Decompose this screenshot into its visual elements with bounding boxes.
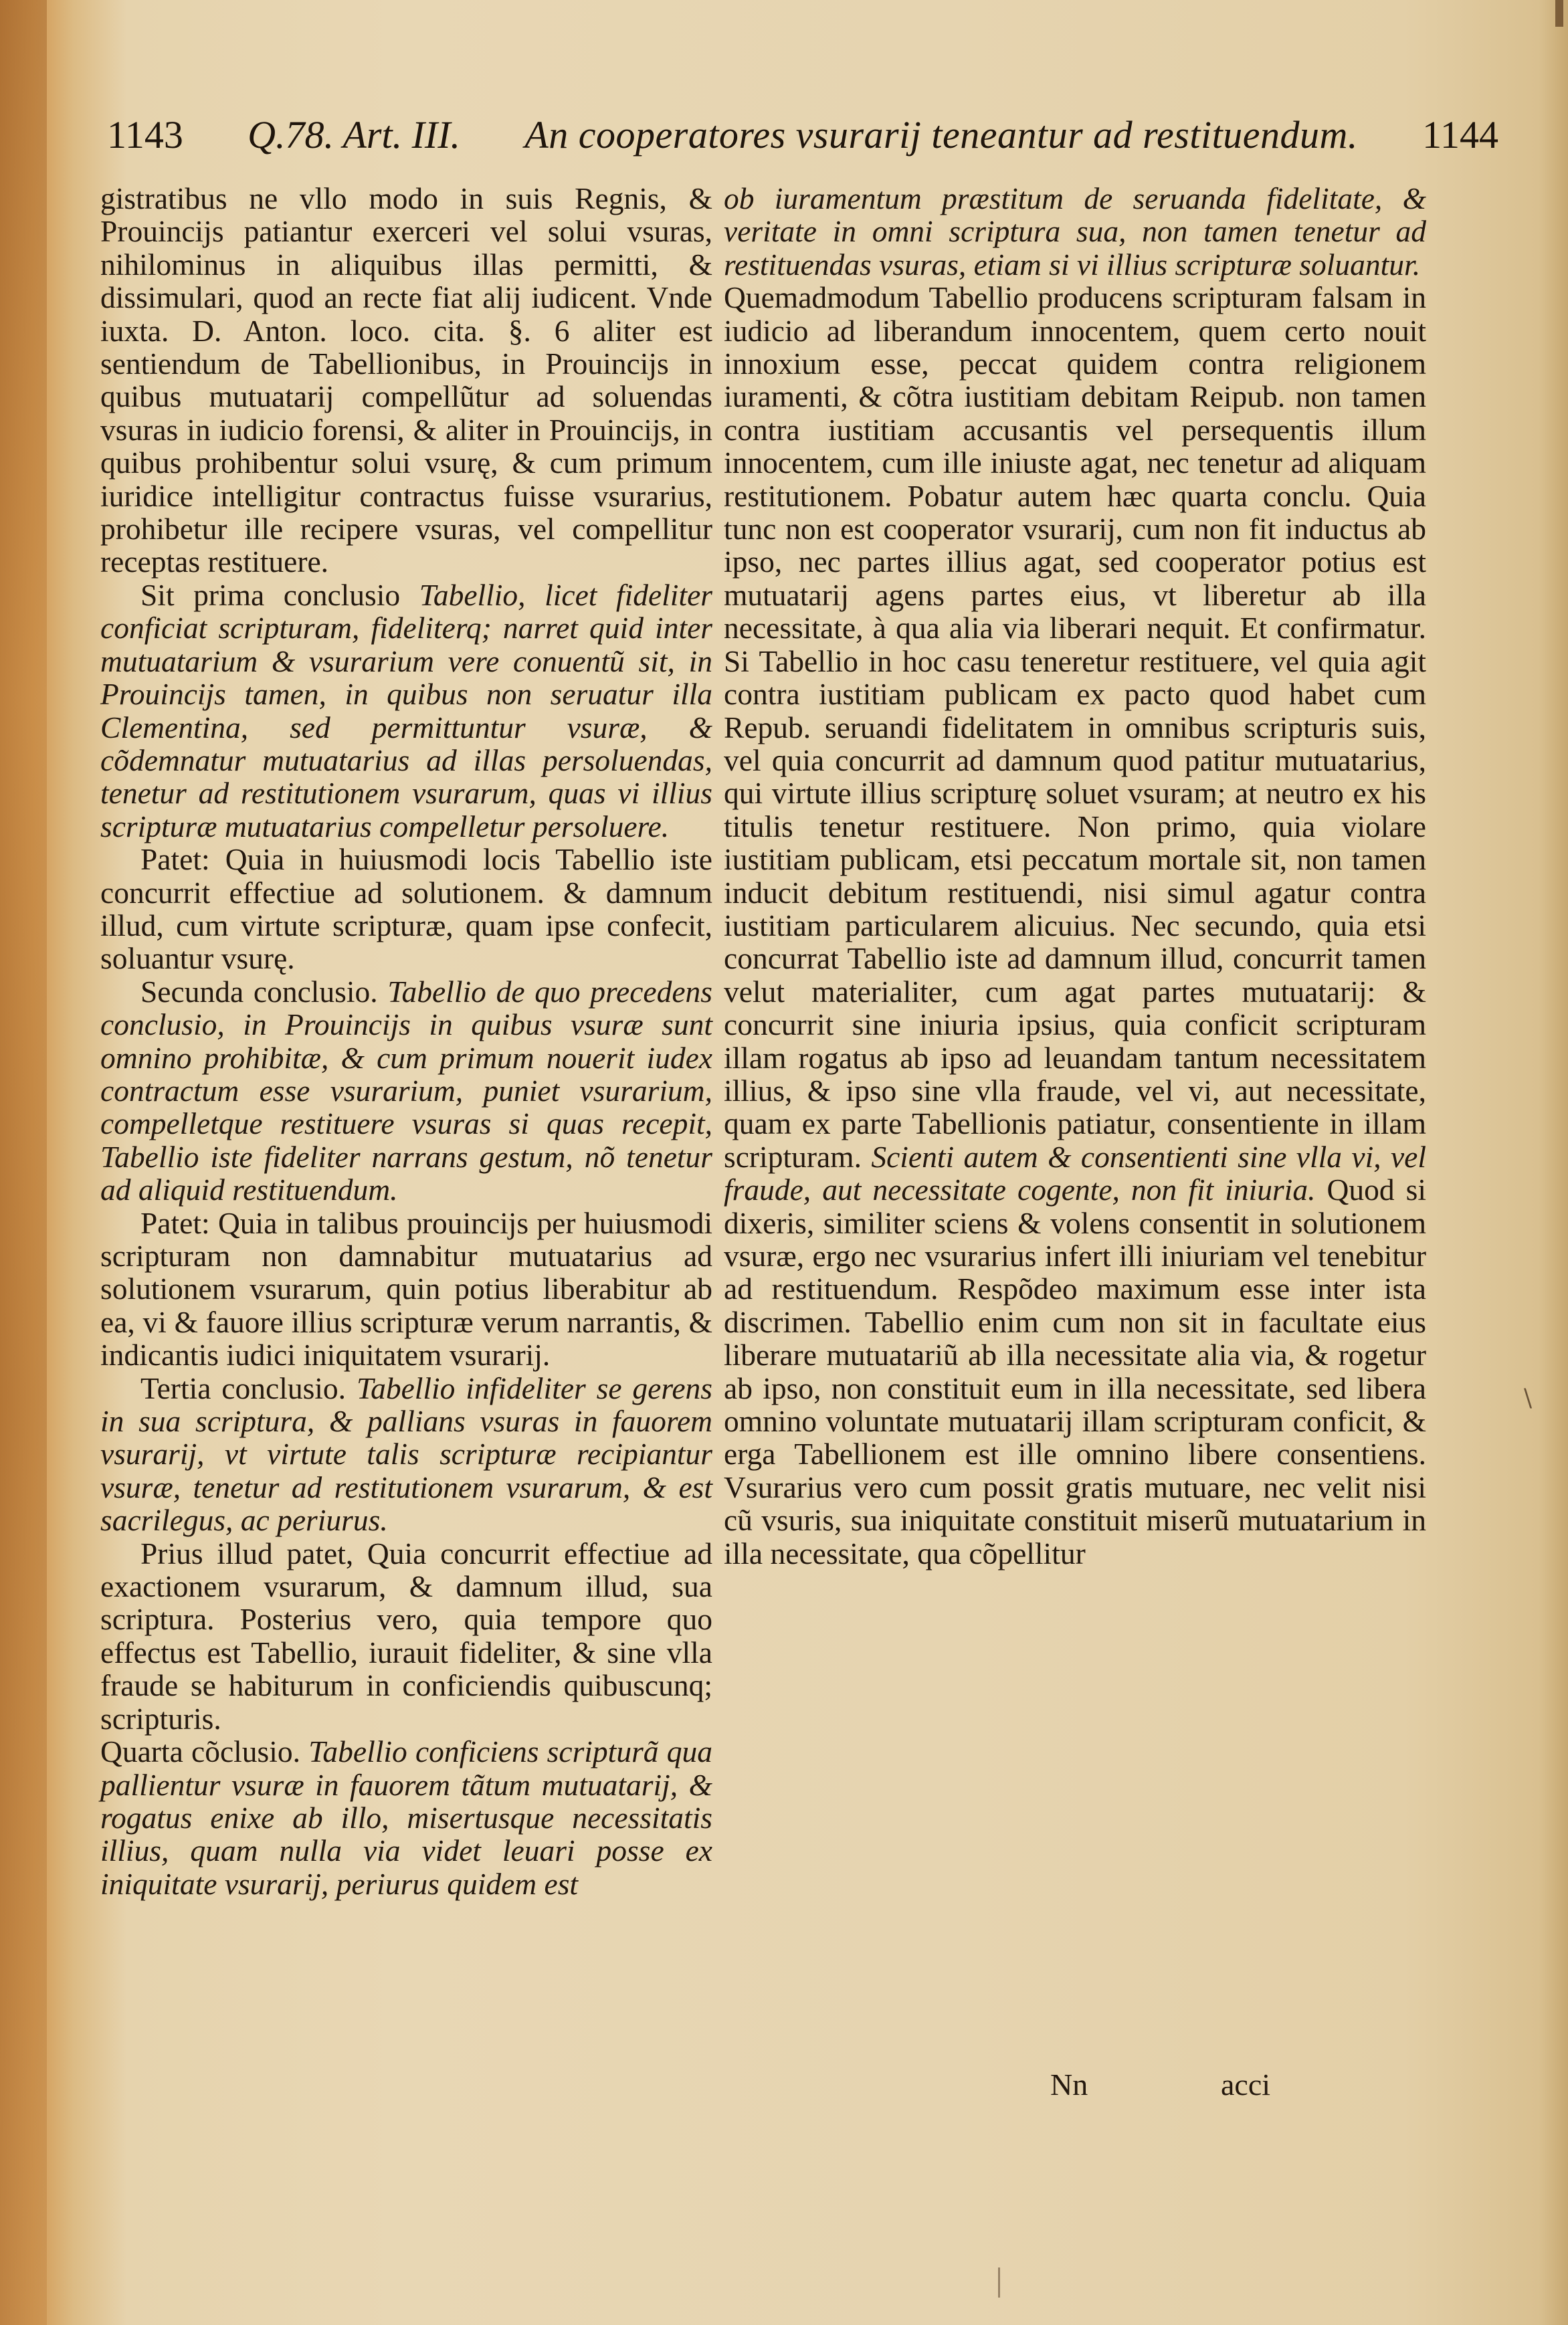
- quotation-text: Scienti autem & consentienti sine vlla vi, vel fraude, aut necessitate cogente, non fit iniuria.: [724, 1139, 1427, 1207]
- conclusion-paragraph: [100, 975, 712, 1207]
- paragraph: [724, 281, 1426, 1570]
- conclusion-lead: Sit prima conclusio: [140, 577, 419, 612]
- conclusion-lead: Tertia conclusio.: [140, 1371, 357, 1405]
- conclusion-lead: Quarta cõclusio.: [100, 1734, 309, 1769]
- conclusion-text: Tabellio, licet fideliter conficiat scripturam, fideliterq; narret quid inter mutuatarium & vsurarium vere conuentũ sit, in Prouincijs tamen, in quibus non seruatur illa Clementina, sed permittuntur vsuræ, & cõdemnatur mutuatarius ad illas persoluendas, tenetur ad restitutionem vsurarum, quas vi illius scripturæ mutuatarius compelletur persoluere.: [100, 577, 712, 843]
- running-header: [107, 112, 1498, 166]
- paragraph: Prius illud patet, Quia concurrit effectiue ad exactionem vsurarum, & damnum illud, sua scriptura. Posterius vero, quia tempore quo effectus est Tabellio, iurauit fideliter, & sine vlla fraude se habiturum in conficiendis quibuscunq; scripturis.: [100, 1536, 712, 1736]
- paragraph: Patet: Quia in talibus prouincijs per huiusmodi scripturam non damnabitur mutuatarius ad solutionem vsurarum, quin potius liberabitur ab ea, vi & fauore illius scripturæ verum narrantis, & indicantis iudici iniquitatem vsurarij.: [100, 1205, 712, 1373]
- bottom-tick-mark: [998, 2267, 1000, 2298]
- page-number-left: 1143: [107, 113, 183, 157]
- paragraph-text: Quod si dixeris, similiter sciens & volens consentit in solutionem vsuræ, ergo nec vsurarius infert illi iniuriam vel tenebitur ad restituendum. Respõdeo maximum esse inter ista discrimen. Tabellio enim cum non sit in facultate eius liberare mutuatariũ ab illa necessitate alia via, & rogetur ab ipso, non constituit eum in illa necessitate, sed libera omnino voluntate mutuatarij illam scripturam conficit, & erga Tabellionem est ille omnino libere consentiens. Vsurarius vero cum possit gratis mutuare, nec velit nisi cũ vsuris, sua iniquitate constituit miserũ mutuatarium in illa necessitate, qua cõpellitur: [724, 1173, 1426, 1571]
- conclusion-paragraph: [100, 1735, 712, 1900]
- conclusion-paragraph: [100, 579, 712, 843]
- conclusion-lead: Secunda conclusio.: [140, 974, 388, 1009]
- header-title: An cooperatores vsurarij teneantur ad restituendum.: [524, 113, 1358, 157]
- conclusion-paragraph: [100, 1372, 712, 1537]
- margin-mark: \: [1524, 1385, 1533, 1412]
- page-number-right: 1144: [1422, 113, 1498, 157]
- section-label: Q.78. Art. III.: [248, 113, 461, 157]
- left-column: [100, 182, 712, 2202]
- conclusion-text: Tabellio conficiens scripturã qua pallientur vsuræ in fauorem tãtum mutuatarij, & rogatus enixe ab illo, misertusque necessitatis illius, quam nulla via videt leuari posse ex iniquitate vsurarij, periurus quidem est: [100, 1734, 713, 1901]
- paragraph-text: Quemadmodum Tabellio producens scripturam falsam in iudicio ad liberandum innocentem, quem certo nouit innoxium esse, peccat quidem contra religionem iuramenti, & cõtra iustitiam debitam Reipub. non tamen contra iustitiam accusantis vel persequentis illum innocentem, cum ille iniuste agat, nec tenetur ad aliquam restitutionem. Pobatur autem hæc quarta conclu. Quia tunc non est cooperator vsurarij, cum non fit inductus ab ipso, nec partes illius agat, sed cooperator potius est mutuatarij agens partes eius, vt liberetur ab illa necessitate, à qua alia via liberari nequit. Et confirmatur. Si Tabellio in hoc casu teneretur restituere, vel quia agit contra iustitiam publicam ex pacto quod habet cum Repub. seruandi fidelitatem in omnibus scripturis suis, vel quia concurrit ad damnum quod patitur mutuatarius, qui virtute illius scripturę soluet vsuram; at neutro ex his titulis tenetur restituere. Non primo, quia violare iustitiam publicam, etsi peccatum mortale sit, non tamen inducit debitum restituendi, nisi simul agatur contra iustitiam particularem alicuius. Nec secundo, quia etsi concurrat Tabellio iste ad damnum illud, concurrit tamen velut materialiter, cum agat partes mutuatarij: & concurrit sine iniuria ipsius, quia conficit scripturam illam rogatus ab ipso ad leuandam tantum necessitatem illius, & ipso sine vlla fraude, vel vi, aut necessitate, quam ex parte Tabellionis patiatur, consentiente in illam scripturam.: [724, 280, 1426, 1174]
- signature-mark: Nn: [1050, 2067, 1088, 2102]
- right-column: [724, 182, 1426, 2202]
- paragraph: ob iuramentum præstitum de seruanda fidelitate, & veritate in omni scriptura sua, non tamen tenetur ad restituendas vsuras, etiam si vi illius scripturæ soluantur.: [724, 181, 1426, 282]
- catchword: acci: [1221, 2067, 1271, 2102]
- page-edge-stain: [0, 0, 47, 2325]
- conclusion-text: Tabellio de quo precedens conclusio, in Prouincijs in quibus vsuræ sunt omnino prohibitæ, & cum primum nouerit iudex contractum esse vsurarium, puniet vsurarium, compelletque restituere vsuras si quas recepit, Tabellio iste fideliter narrans gestum, nõ tenetur ad aliquid restituendum.: [100, 974, 712, 1207]
- conclusion-text: Tabellio infideliter se gerens in sua scriptura, & pallians vsuras in fauorem vsurarij, vt virtute talis scripturæ recipiantur vsuræ, tenetur ad restitutionem vsurarum, & est sacrilegus, ac periurus.: [100, 1371, 712, 1538]
- paragraph: gistratibus ne vllo modo in suis Regnis, & Prouincijs patiantur exerceri vel solui vsuras, nihilominus in aliquibus illas permitti, & dissimulari, quod an recte fiat alij iudicent. Vnde iuxta. D. Anton. loco. cita. §. 6 aliter est sentiendum de Tabellionibus, in Prouincijs in quibus mutuatarij compellũtur ad soluendas vsuras in iudicio forensi, & aliter in Prouincijs, in quibus prohibentur solui vsurę, & cum primum iuridice intelligitur contractus fuisse vsurarius, prohibetur ille recipere vsuras, vel compellitur receptas restituere.: [100, 181, 712, 579]
- paragraph: Patet: Quia in huiusmodi locis Tabellio iste concurrit effectiue ad solutionem. & damnum illud, cum virtute scripturæ, quam ipse confecit, soluantur vsurę.: [100, 842, 712, 976]
- corner-mark: [1555, 0, 1563, 27]
